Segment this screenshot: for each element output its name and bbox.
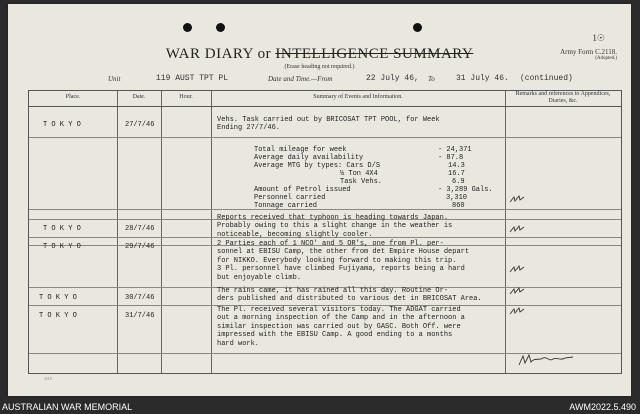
- title-struck: INTELLIGENCE SUMMARY: [275, 46, 474, 62]
- row-date: 28/7/46: [125, 225, 155, 233]
- row-date: 29/7/46: [125, 243, 155, 251]
- credit-bar: [0, 400, 640, 414]
- initials-mark: [509, 225, 525, 233]
- row-place: T O K Y O: [39, 294, 77, 302]
- initials-mark: [509, 265, 525, 273]
- to-value: 31 July 46.: [456, 74, 509, 83]
- signature: [517, 353, 577, 367]
- entry-27-text: [217, 116, 515, 133]
- credit-left: AUSTRALIAN WAR MEMORIAL: [2, 402, 133, 412]
- title-or: or: [257, 46, 272, 62]
- stat-value: - 87.8: [438, 154, 464, 162]
- entry-line: but enjoyable climb.: [217, 273, 302, 282]
- form-mark: 1☉: [592, 33, 605, 43]
- unit-label: Unit: [108, 75, 121, 83]
- entry-line: hard work.: [217, 339, 260, 348]
- entry-line: Probably owing to this a slight change in the weather is: [217, 222, 453, 231]
- date-label: Date and Time.—From: [268, 75, 333, 83]
- row-place: T O K Y O: [43, 243, 81, 251]
- meta-line: [36, 74, 626, 86]
- row-line: [29, 209, 621, 210]
- row-place: T O K Y O: [43, 225, 81, 233]
- entry-line: similar inspection was carried out by GASC. Both Off. were: [217, 322, 461, 331]
- entry-line: noticeable, becoming slightly cooler.: [217, 230, 373, 239]
- row-date: 30/7/46: [125, 294, 155, 302]
- entry-line: Ending 27/7/46.: [217, 124, 281, 133]
- entry-line: 2 Parties each of 1 NCO' and 5 OR's, one from Pl. per-: [217, 240, 444, 248]
- stat-label: ½ Ton 4X4: [340, 170, 378, 178]
- unit-value: 119 AUST TPT PL: [156, 74, 229, 83]
- row-place: T O K Y O: [39, 312, 77, 320]
- subtitle: (Erase heading not required.): [284, 64, 355, 70]
- header-divider: [29, 106, 621, 107]
- initials-mark: [509, 307, 525, 315]
- credit-right: AWM2022.5.490: [569, 402, 636, 412]
- form-reference: [560, 48, 617, 61]
- row-line: [29, 137, 621, 138]
- initials-mark: [509, 195, 525, 203]
- stat-label: Amount of Petrol issued: [254, 186, 351, 194]
- entry-line: The rains came, it has rained all this day. Routine Or-: [217, 287, 449, 295]
- punch-hole: [183, 23, 192, 32]
- stat-label: Personnel carried: [254, 194, 326, 202]
- entry-line: impressed with the EBISU Camp. A good ending to a months: [217, 331, 453, 340]
- col-divider: [117, 91, 118, 373]
- stat-label: Total mileage for week: [254, 146, 347, 154]
- title-war-diary: WAR DIARY: [165, 46, 254, 62]
- form-adopted: (Adopted.): [595, 56, 617, 61]
- header-remarks: Remarks and references to Appendices, Diaries, &c.: [515, 91, 611, 104]
- stat-value: 14.3: [448, 162, 465, 170]
- stat-value: 6.9: [452, 178, 465, 186]
- stat-label: Tonnage carried: [254, 202, 318, 210]
- entry-line: for NIKKO. Everybody looking forward to making this trip.: [217, 256, 457, 265]
- col-divider: [211, 91, 212, 373]
- header-summary: Summary of Events and Information.: [313, 94, 403, 100]
- header-place: Place.: [65, 94, 81, 100]
- entry-line: sonnel at EBISU Camp, the other from det Empire House depart: [217, 248, 470, 257]
- stat-value: - 24,371: [438, 146, 472, 154]
- to-label: To: [428, 75, 435, 83]
- entry-line: Reports received that typhoon is heading towards Japan.: [217, 214, 449, 222]
- stat-value: - 3,289 Gals.: [438, 186, 493, 194]
- entry-line: The Pl. received several visitors today. The ADGAT carried: [217, 306, 461, 314]
- initials-mark: [509, 287, 525, 295]
- entry-line: 3 Pl. personnel have climbed Fujiyama, reports being a hard: [217, 265, 465, 274]
- col-divider: [161, 91, 162, 373]
- stat-label: Average MTG by types: Cars D/S: [254, 162, 381, 170]
- row-place: T O K Y O: [43, 121, 81, 129]
- header-date: Date.: [132, 94, 146, 100]
- entry-30-text: [217, 287, 515, 304]
- diary-page: [8, 4, 631, 396]
- from-value: 22 July 46,: [366, 74, 419, 83]
- form-label: Army Form C.2118.: [560, 48, 617, 56]
- stat-value: 16.7: [448, 170, 465, 178]
- entry-line: out a morning inspection of the Camp and in the afternoon a: [217, 314, 465, 323]
- header-hour: Hour.: [179, 94, 193, 100]
- punch-hole: [413, 23, 422, 32]
- row-date: 31/7/46: [125, 312, 155, 320]
- stat-value: 3,310: [446, 194, 468, 202]
- stat-label: Task Vehs.: [340, 178, 383, 186]
- entry-28-text: [217, 214, 515, 239]
- stat-value: 860: [452, 202, 465, 210]
- entry-31-text: [217, 306, 515, 348]
- continued-label: (continued): [520, 74, 573, 83]
- entry-line: Vehs. Task carried out by BRICOSAT TPT POOL, for Week: [217, 116, 440, 124]
- page-title: [8, 46, 631, 63]
- form-number: 1115: [44, 376, 52, 381]
- entry-line: ders published and distributed to various det in BRICOSAT Area.: [217, 295, 482, 304]
- stat-label: Average daily availability: [254, 154, 364, 162]
- punch-hole: [216, 23, 225, 32]
- entry-29-text: [217, 240, 515, 282]
- diary-table: [28, 90, 622, 374]
- row-date: 27/7/46: [125, 121, 155, 129]
